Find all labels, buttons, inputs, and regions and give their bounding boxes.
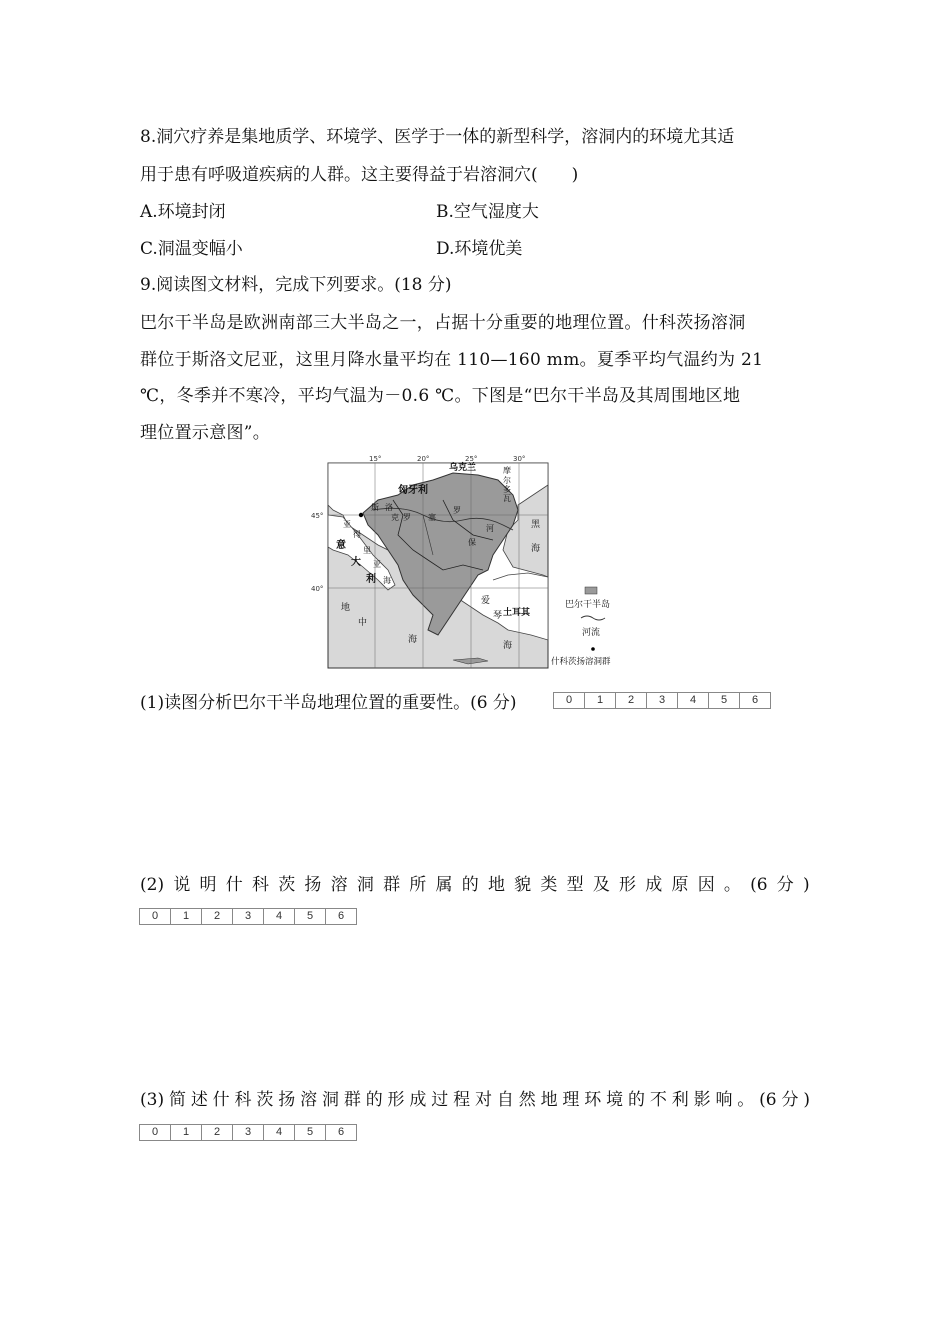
map-label-moldova: 尔 — [503, 476, 511, 485]
map-cave-marker — [359, 513, 363, 517]
prompt-char: 简 — [168, 1090, 186, 1110]
q8-stem-line2: 用于患有呼吸道疾病的人群。这主要得益于岩溶洞穴( ) — [140, 165, 579, 185]
prompt-char: 及 — [592, 875, 610, 895]
prompt-char: 。 — [737, 1090, 755, 1110]
q9-sub3-prompt — [140, 1088, 810, 1112]
q9-passage-line1: 巴尔干半岛是欧洲南部三大半岛之一，占据十分重要的地理位置。什科茨扬溶洞 — [140, 313, 746, 333]
map-label-romania: 罗 — [453, 506, 461, 515]
prompt-char: 群 — [383, 875, 401, 895]
map-label-croatia: 克 — [391, 513, 399, 522]
map-label-moldova: 多 — [503, 485, 511, 494]
q9-sub1-answer-area[interactable] — [140, 720, 810, 860]
map-label-croatia: 罗 — [403, 513, 411, 522]
prompt-char: (6 — [750, 875, 768, 895]
score-box[interactable]: 4 — [264, 1125, 295, 1140]
map-label-adriatic: 里 — [363, 546, 371, 555]
prompt-char: 响 — [715, 1090, 733, 1110]
prompt-char: 的 — [461, 875, 479, 895]
prompt-char: 成 — [645, 875, 663, 895]
prompt-char: 科 — [251, 875, 269, 895]
map-label-adriatic: 亚 — [343, 520, 351, 529]
prompt-char: 程 — [453, 1090, 471, 1110]
map-lon-label: 30° — [513, 455, 526, 463]
score-box[interactable]: 2 — [202, 909, 233, 924]
prompt-char: (2) — [140, 875, 165, 895]
prompt-char: 说 — [173, 875, 191, 895]
map-label-italy: 大 — [351, 557, 361, 568]
map-label-italy: 意 — [336, 540, 346, 551]
q9-passage-line3: ℃，冬季并不寒冷，平均气温为－0.6 ℃。下图是“巴尔干半岛及其周围地区地 — [140, 386, 741, 406]
q9-sub2-score-boxes[interactable] — [139, 908, 357, 925]
prompt-char: 溶 — [330, 875, 348, 895]
prompt-char: 洞 — [321, 1090, 339, 1110]
prompt-char: 成 — [409, 1090, 427, 1110]
q9-sub1-prompt: (1)读图分析巴尔干半岛地理位置的重要性。(6 分) — [140, 693, 517, 713]
map-label-turkey: 土耳其 — [503, 608, 531, 618]
prompt-char: 地 — [487, 875, 505, 895]
score-box[interactable]: 2 — [202, 1125, 233, 1140]
prompt-char: 扬 — [278, 1090, 296, 1110]
prompt-char: 貌 — [514, 875, 532, 895]
map-label-moldova: 瓦 — [503, 494, 511, 503]
prompt-char: 的 — [628, 1090, 645, 1110]
prompt-char: 自 — [496, 1090, 514, 1110]
prompt-char: 过 — [431, 1090, 449, 1110]
score-box[interactable]: 6 — [337, 910, 345, 922]
map-label-danube: 河 — [486, 524, 494, 533]
prompt-char: ) — [803, 875, 810, 895]
score-box[interactable]: 2 — [616, 693, 647, 708]
prompt-char: 影 — [693, 1090, 711, 1110]
prompt-char: (6 — [759, 1090, 777, 1110]
score-box[interactable]: 3 — [647, 693, 678, 708]
q8-option-a[interactable]: A.环境封闭 — [140, 202, 226, 222]
prompt-char: 分 — [776, 875, 794, 895]
prompt-char: 不 — [649, 1090, 667, 1110]
score-box[interactable]: 0 — [554, 693, 585, 708]
prompt-char: 利 — [671, 1090, 689, 1110]
prompt-char: 境 — [606, 1090, 624, 1110]
score-box[interactable]: 3 — [233, 1125, 264, 1140]
score-box[interactable]: 4 — [678, 693, 709, 708]
prompt-char: 对 — [474, 1090, 492, 1110]
map-label-bulgaria: 保 — [468, 538, 476, 547]
prompt-char: 形 — [619, 875, 637, 895]
map-legend — [551, 587, 611, 667]
legend-balkan-swatch — [585, 587, 597, 594]
map-label-black-sea: 黑 — [531, 520, 541, 530]
score-box[interactable]: 6 — [337, 1126, 345, 1138]
score-box[interactable]: 5 — [295, 909, 326, 924]
prompt-char: 明 — [199, 875, 217, 895]
legend-cave-label: 什科茨扬溶洞群 — [551, 657, 611, 667]
q9-passage-line4: 理位置示意图”。 — [140, 423, 271, 443]
q9-sub3-score-boxes[interactable] — [139, 1124, 357, 1141]
score-box[interactable]: 3 — [233, 909, 264, 924]
q9-sub3-answer-area[interactable] — [140, 1150, 810, 1290]
prompt-char: 属 — [435, 875, 453, 895]
q9-title: 9.阅读图文材料，完成下列要求。(18 分) — [140, 275, 452, 295]
map-lon-label: 25° — [465, 455, 478, 463]
score-box[interactable]: 5 — [709, 693, 740, 708]
map-label-adriatic: 海 — [383, 576, 391, 585]
map-label-hungary: 匈牙利 — [398, 485, 428, 496]
prompt-char: 茨 — [278, 875, 296, 895]
prompt-char: 理 — [562, 1090, 580, 1110]
q8-option-c[interactable]: C.洞温变幅小 — [140, 239, 243, 259]
legend-cave-swatch — [591, 647, 595, 651]
prompt-char: 型 — [566, 875, 584, 895]
map-lon-label: 15° — [369, 455, 382, 463]
map-label-mediterranean: 海 — [408, 635, 418, 645]
score-box[interactable]: 1 — [585, 693, 616, 708]
legend-river-swatch — [581, 616, 605, 620]
map-lat-label: 40° — [311, 585, 324, 593]
score-box[interactable]: 0 — [140, 1125, 171, 1140]
score-box[interactable]: 0 — [140, 909, 171, 924]
q9-sub1-score-boxes[interactable] — [553, 692, 771, 709]
balkan-map-figure — [303, 455, 648, 670]
legend-river-label: 河流 — [582, 628, 601, 638]
map-label-moldova: 摩 — [503, 466, 511, 475]
prompt-char: 述 — [190, 1090, 208, 1110]
map-label-adriatic: 亚 — [373, 560, 381, 569]
map-label-mediterranean: 中 — [358, 618, 368, 628]
prompt-char: ) — [803, 1090, 810, 1110]
q8-option-b[interactable]: B.空气湿度大 — [436, 202, 539, 222]
map-label-slovenia: 洛 — [385, 503, 393, 512]
map-label-mediterranean: 地 — [341, 603, 351, 613]
score-box[interactable]: 6 — [751, 694, 759, 706]
q9-passage-line2: 群位于斯洛文尼亚，这里月降水量平均在 110—160 mm。夏季平均气温约为 21 — [140, 350, 764, 370]
prompt-char: 因 — [697, 875, 715, 895]
prompt-char: 环 — [584, 1090, 602, 1110]
prompt-char: 分 — [781, 1090, 799, 1110]
legend-balkan-label: 巴尔干半岛 — [565, 600, 611, 610]
map-label-ukraine: 乌克兰 — [449, 463, 477, 473]
prompt-char: (3) — [140, 1090, 165, 1110]
map-label-aegean: 爱 — [481, 596, 491, 606]
prompt-char: 什 — [212, 1090, 230, 1110]
prompt-char: 所 — [409, 875, 427, 895]
map-label-black-sea: 海 — [531, 544, 541, 554]
map-lat-label: 45° — [311, 512, 324, 520]
score-box[interactable]: 4 — [264, 909, 295, 924]
map-label-aegean: 琴 — [493, 611, 503, 621]
q8-stem-line1: 8.洞穴疗养是集地质学、环境学、医学于一体的新型科学，溶洞内的环境尤其适 — [140, 127, 735, 147]
q9-sub2-answer-area[interactable] — [140, 935, 810, 1075]
prompt-char: 洞 — [356, 875, 374, 895]
prompt-char: 原 — [671, 875, 689, 895]
score-box[interactable]: 5 — [295, 1125, 326, 1140]
map-label-adriatic: 得 — [353, 530, 361, 539]
score-box[interactable]: 1 — [171, 909, 202, 924]
prompt-char: 地 — [540, 1090, 558, 1110]
prompt-char: 溶 — [300, 1090, 318, 1110]
prompt-char: 群 — [343, 1090, 361, 1110]
prompt-char: 科 — [234, 1090, 252, 1110]
prompt-char: 的 — [365, 1090, 383, 1110]
prompt-char: 茨 — [256, 1090, 274, 1110]
q9-sub2-prompt — [140, 873, 810, 897]
prompt-char: 什 — [225, 875, 243, 895]
prompt-char: 然 — [518, 1090, 536, 1110]
prompt-char: 形 — [387, 1090, 405, 1110]
map-label-slovenia: 斯 — [371, 503, 379, 512]
q8-option-d[interactable]: D.环境优美 — [436, 239, 523, 259]
prompt-char: 。 — [723, 875, 741, 895]
score-box[interactable]: 1 — [171, 1125, 202, 1140]
map-lon-label: 20° — [417, 455, 430, 463]
prompt-char: 扬 — [304, 875, 322, 895]
map-label-serbia: 塞 — [428, 513, 436, 522]
map-label-italy: 利 — [366, 574, 376, 585]
map-label-aegean: 海 — [503, 641, 513, 651]
prompt-char: 类 — [540, 875, 558, 895]
